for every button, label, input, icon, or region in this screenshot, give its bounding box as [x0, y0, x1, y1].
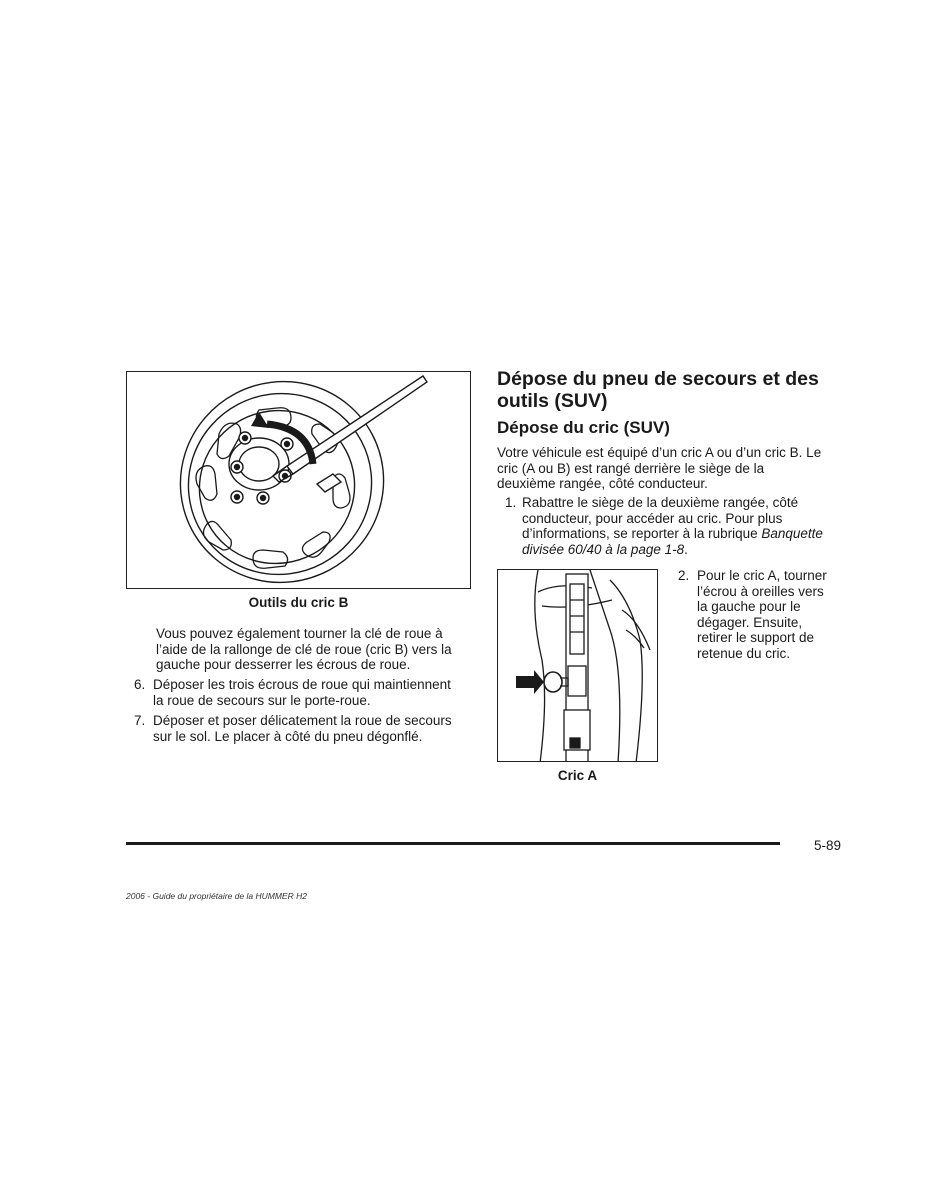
list-number: 7. — [134, 713, 146, 728]
title-line: outils (SUV) — [497, 390, 608, 412]
list-item-6 — [134, 677, 474, 709]
page-number: 5-89 — [814, 838, 842, 853]
title-line: Dépose du pneu de secours et des — [497, 368, 819, 390]
intro-line-2: l’aide de la rallonge de clé de roue (cric B) vers la — [156, 641, 452, 657]
figure-cric-b — [126, 371, 471, 589]
list-line: la roue de secours sur le porte-roue. — [153, 692, 371, 708]
figure-cric-a — [497, 569, 658, 762]
list-line: retenue du cric. — [697, 645, 791, 661]
right-intro-line: deuxième rangée, côté conducteur. — [497, 476, 708, 492]
footer-rule — [126, 842, 780, 845]
list-line: sur le sol. Le placer à côté du pneu dégonflé. — [153, 728, 423, 744]
list-item-7 — [134, 713, 474, 745]
list-number: 6. — [134, 677, 146, 692]
figure-a-caption: Cric A — [557, 768, 598, 783]
list-number: 2. — [678, 568, 690, 583]
list-line: dégager. Ensuite, — [697, 614, 803, 630]
jack-icon — [498, 570, 658, 762]
document-footer: 2006 - Guide du propriétaire de la HUMMER H2 — [126, 891, 307, 901]
list-item-1 — [505, 495, 840, 559]
cross-reference-link[interactable]: Banquette — [761, 526, 823, 542]
intro-paragraph — [156, 626, 474, 673]
figure-b-caption: Outils du cric B — [248, 595, 349, 610]
list-line: Rabattre le siège de la deuxième rangée, côté — [522, 495, 799, 510]
cross-reference-link-cont[interactable]: divisée 60/40 à la page 1-8 — [522, 541, 685, 557]
list-line: Déposer et poser délicatement la roue de secours — [153, 713, 452, 728]
list-line: retirer le support de — [697, 630, 815, 646]
wheel-lug-wrench-icon — [127, 372, 471, 589]
section-subtitle: Dépose du cric (SUV) — [497, 418, 670, 437]
list-line: la gauche pour le — [697, 599, 801, 615]
section-title — [497, 368, 837, 412]
list-line: conducteur, pour accéder au cric. Pour plus — [522, 510, 783, 526]
intro-line-1: Vous pouvez également tourner la clé de roue à — [156, 626, 443, 641]
list-item-2 — [678, 568, 848, 664]
right-intro-paragraph — [497, 445, 837, 492]
list-number: 1. — [505, 495, 517, 510]
right-intro-line: cric (A ou B) est rangé derrière le siège de la — [497, 460, 765, 476]
list-line: Pour le cric A, tourner — [697, 568, 827, 583]
list-line: divisée 60/40 à la page 1-8. — [522, 541, 688, 557]
right-intro-line: Votre véhicule est équipé d’un cric A ou d’un cric B. Le — [497, 445, 822, 460]
intro-line-3: gauche pour desserrer les écrous de roue. — [156, 657, 411, 673]
list-line: d’informations, se reporter à la rubrique Banquette — [522, 526, 823, 542]
list-line: l’écrou à oreilles vers — [697, 583, 824, 599]
list-line: Déposer les trois écrous de roue qui maintiennent — [153, 677, 451, 692]
